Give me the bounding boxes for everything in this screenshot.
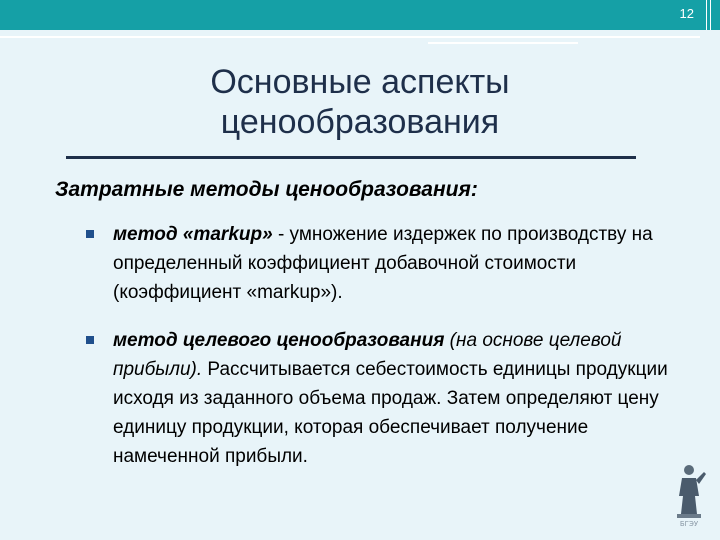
bullet-lead: метод целевого ценообразования xyxy=(113,330,445,351)
decor-stripe xyxy=(0,36,700,38)
bullet-note: (на основе целевой прибыли). xyxy=(113,330,622,380)
title-underline xyxy=(66,156,636,159)
slide-title-line: Основные аспекты xyxy=(210,63,510,101)
slide-title-line: ценообразования xyxy=(220,103,500,141)
page-number: 12 xyxy=(679,6,694,21)
section-subtitle: Затратные методы ценообразования: xyxy=(55,178,478,201)
decor-stripe xyxy=(428,42,578,44)
university-logo-icon xyxy=(668,462,710,528)
bullet-lead: метод «markup» xyxy=(113,224,273,245)
bullet-text: - умножение издержек по производству на определенный коэффициент добавочной стоимости (коэффициент «markup»). xyxy=(113,224,653,303)
slide-title xyxy=(70,62,650,142)
bullet-item xyxy=(113,326,673,471)
bullet-item xyxy=(113,220,673,307)
square-bullet-icon xyxy=(86,336,94,344)
bullet-text: Рассчитывается себестоимость единицы продукции исходя из заданного объема продаж. Затем определяют цену единицу продукции, которая обеспечивает получение намеченной прибыли. xyxy=(113,359,668,467)
slide-header-bar xyxy=(0,0,720,30)
square-bullet-icon xyxy=(86,230,94,238)
logo-text: БГЭУ xyxy=(679,520,699,528)
